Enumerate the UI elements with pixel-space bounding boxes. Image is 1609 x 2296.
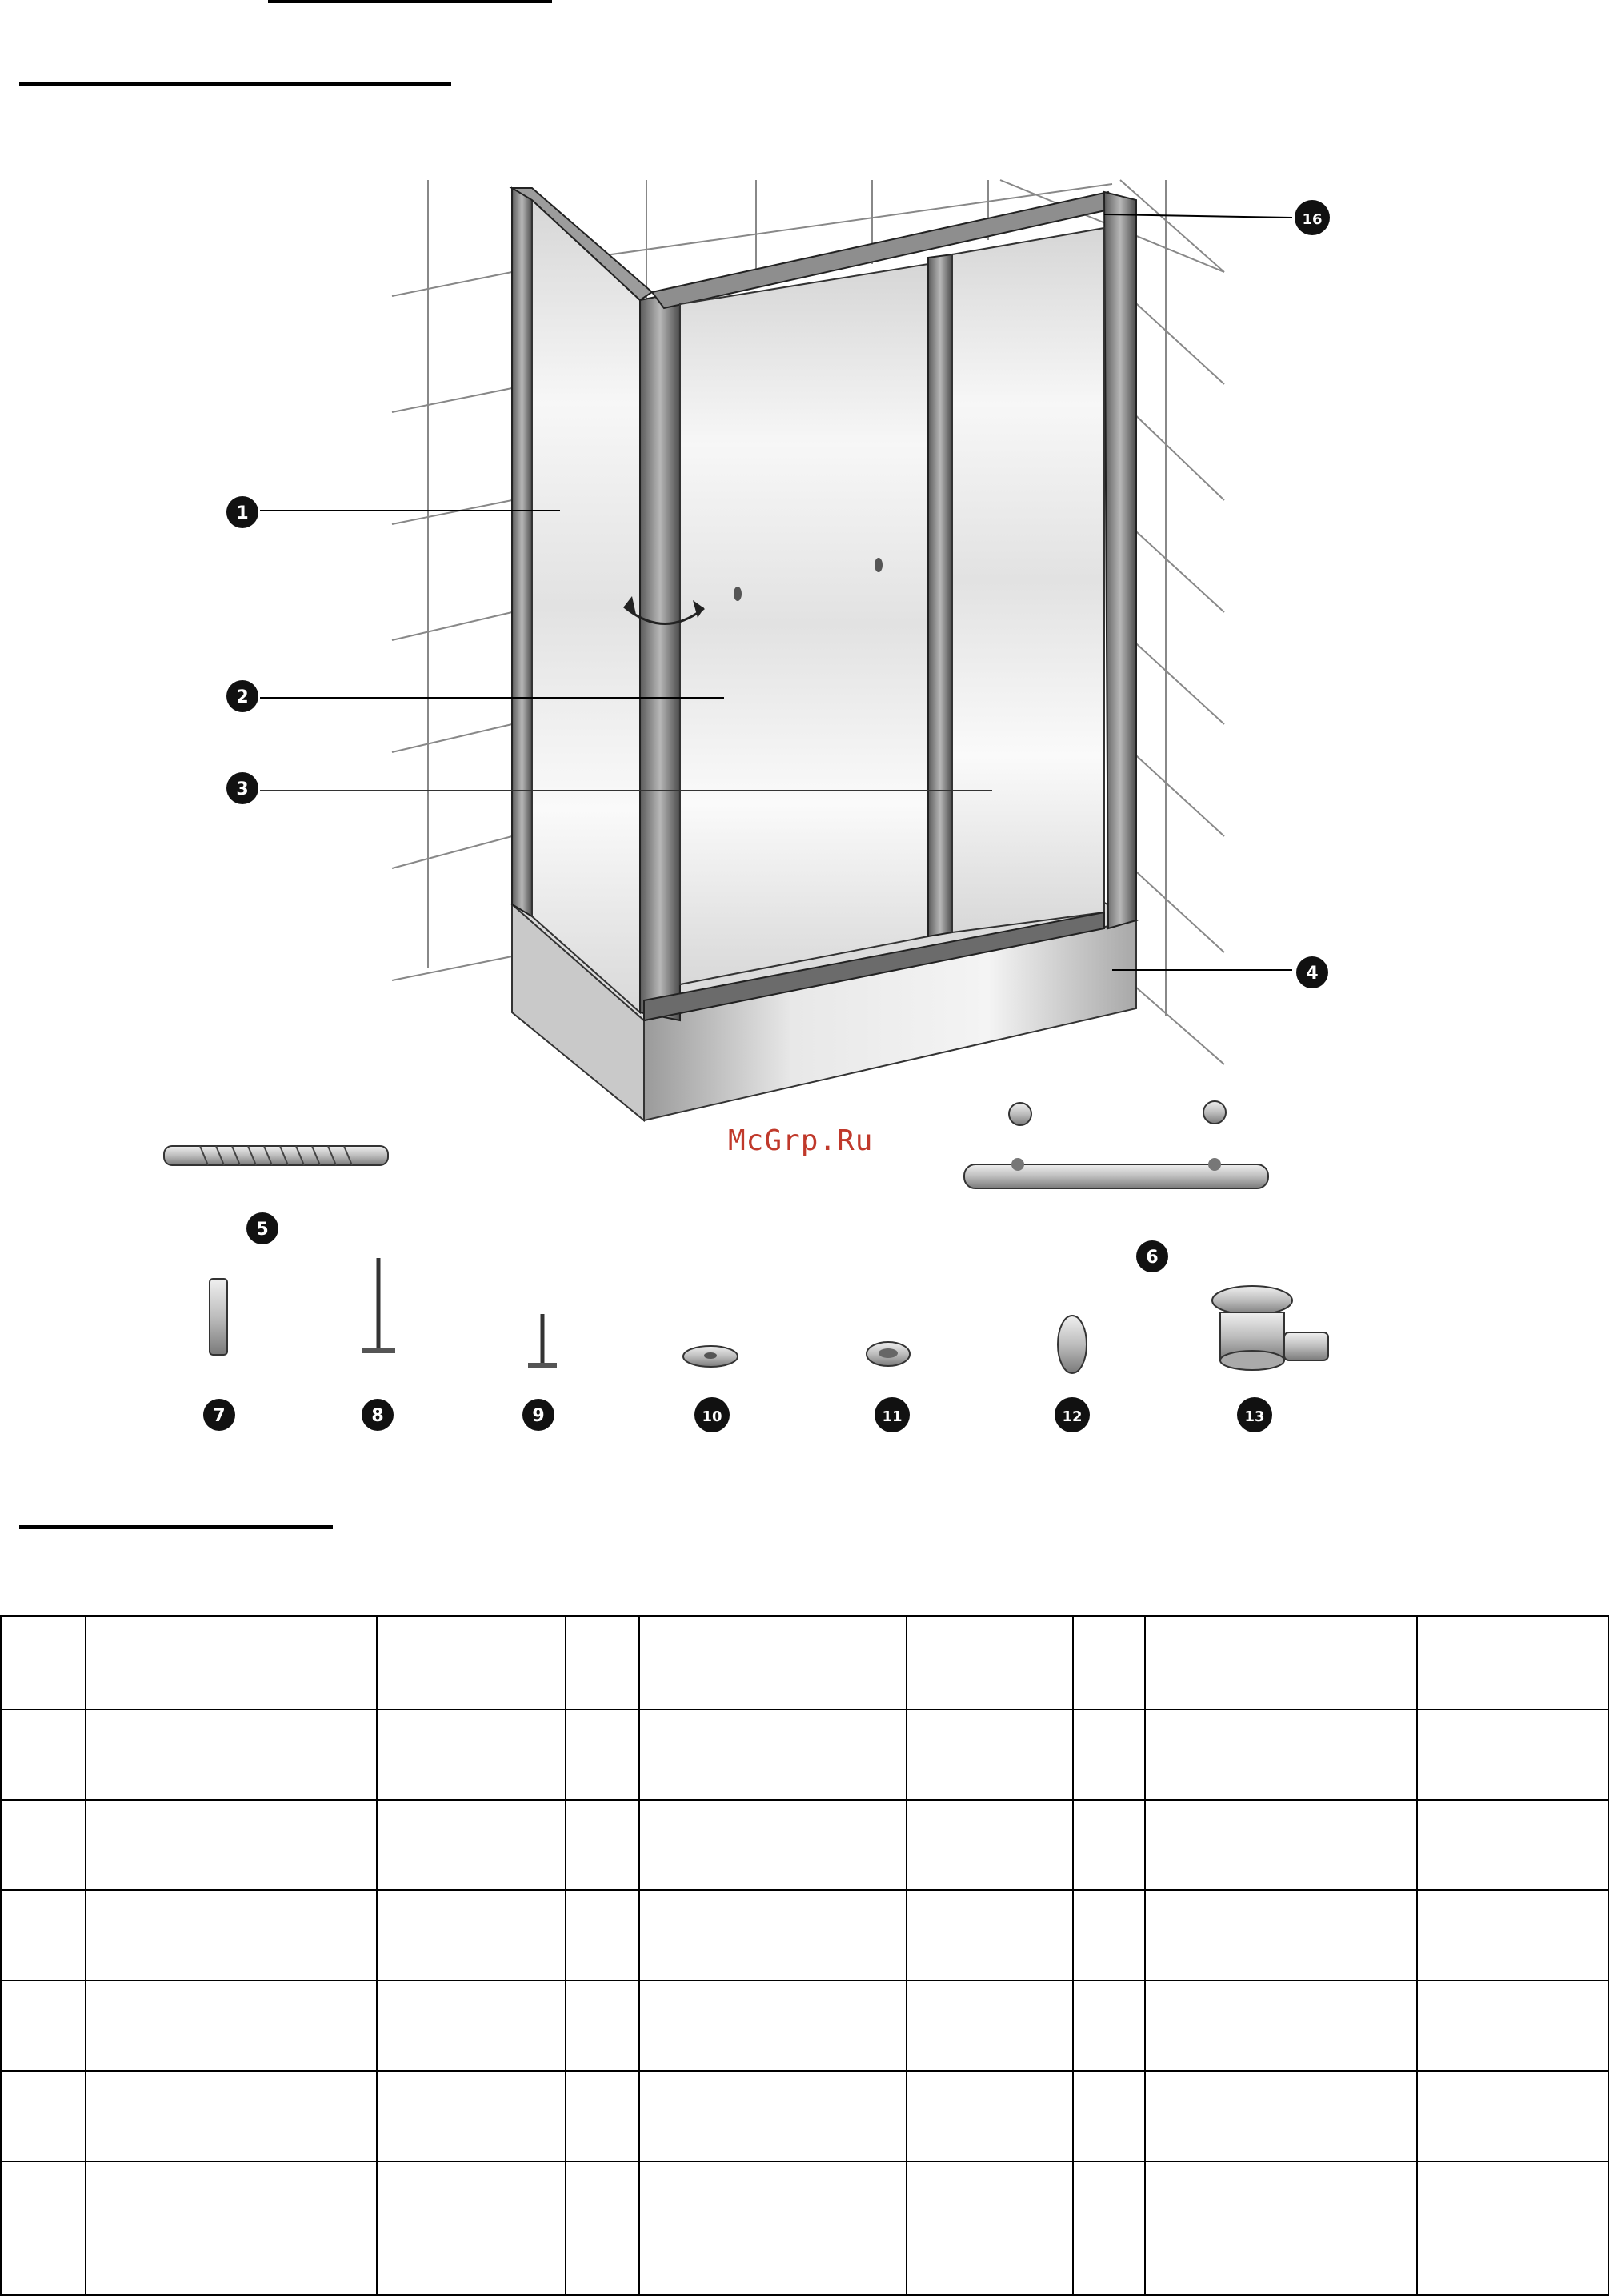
callout-8 [362,1399,394,1431]
table-cell [907,1890,1073,1981]
table-cell [1,2071,86,2162]
table-cell [1,1709,86,1800]
table-cell [1073,1616,1145,1709]
table-cell [1,1800,86,1890]
table-row [1,1981,1609,2071]
table-cell [1145,1800,1417,1890]
table-cell [377,1800,566,1890]
callout-label-10: 10 [702,1408,722,1425]
door-knob-left [734,587,742,601]
callout-4 [1296,956,1328,988]
table-cell [639,1800,907,1890]
table-cell [1073,2162,1145,2295]
table-cell [86,2071,377,2162]
table-cell [1417,2162,1609,2295]
table-row [1,1616,1609,1709]
table-cell [1073,1981,1145,2071]
callout-11 [875,1397,910,1432]
callout-7 [203,1399,235,1431]
table-cell [86,1709,377,1800]
table-cell [1145,1890,1417,1981]
table-cell [1417,2071,1609,2162]
callout-label-7: 7 [213,1406,226,1426]
callout-5 [246,1212,278,1244]
table-row [1,2162,1609,2295]
callout-label-8: 8 [371,1406,384,1426]
table-cell [1417,1890,1609,1981]
table-cell [1417,1709,1609,1800]
table-cell [907,1616,1073,1709]
table-cell [566,1890,639,1981]
table-cell [639,2162,907,2295]
table-cell [86,1890,377,1981]
callout-label-12: 12 [1062,1408,1083,1425]
table-cell [639,1890,907,1981]
table-cell [377,2162,566,2295]
table-cell [1073,1890,1145,1981]
callout-6 [1136,1240,1168,1272]
callout-13 [1237,1397,1272,1432]
cap-part [1058,1316,1087,1373]
watermark-text: McGrp.Ru [728,1124,874,1157]
callout-12 [1055,1397,1090,1432]
wall-plug-part [210,1279,227,1355]
table-cell [377,2071,566,2162]
table-cell [86,1981,377,2071]
table-cell [639,1981,907,2071]
table-cell [639,1616,907,1709]
fixed-panel-right [952,228,1104,932]
parts-table [0,1615,1609,2296]
table-cell [566,2071,639,2162]
table-cell [1,1616,86,1709]
table-cell [1417,1616,1609,1709]
table-cell [1,1981,86,2071]
table-cell [907,1709,1073,1800]
callout-label-3: 3 [236,779,249,799]
callout-9 [522,1399,554,1431]
table-cell [377,1616,566,1709]
flexible-hose-part [164,1146,388,1165]
table-cell [1145,1616,1417,1709]
table-cell [1073,2071,1145,2162]
table-cell [907,1800,1073,1890]
table-row [1,1709,1609,1800]
table-cell [86,1800,377,1890]
callout-label-4: 4 [1306,964,1319,984]
table-cell [566,1709,639,1800]
callout-1 [226,496,258,528]
table-cell [566,1981,639,2071]
table-cell [377,1981,566,2071]
callout-3 [226,772,258,804]
short-screw-part [528,1314,557,1368]
sliding-door-left [680,264,928,984]
table-cell [907,2071,1073,2162]
callout-label-2: 2 [236,687,249,707]
callout-label-13: 13 [1244,1408,1265,1425]
callout-label-11: 11 [882,1408,903,1425]
table-cell [1145,2162,1417,2295]
table-cell [907,1981,1073,2071]
table-cell [1145,2071,1417,2162]
table-cell [1145,1709,1417,1800]
table-cell [1417,1800,1609,1890]
table-row [1,2071,1609,2162]
drain-siphon-part [1212,1286,1328,1370]
callout-label-16: 16 [1302,211,1323,228]
callout-label-6: 6 [1146,1248,1159,1268]
table-cell [1417,1981,1609,2071]
table-cell [377,1709,566,1800]
table-cell [1073,1800,1145,1890]
table-cell [1,2162,86,2295]
gasket-part [867,1342,910,1366]
table-cell [566,2162,639,2295]
door-knob-right [875,558,883,572]
table-cell [1,1890,86,1981]
washer-part [683,1346,738,1367]
table-row [1,1890,1609,1981]
callout-10 [694,1397,730,1432]
section-heading-rule-2 [19,1525,333,1529]
table-row [1,1800,1609,1890]
center-mullion [928,254,952,936]
support-bar-part [964,1101,1268,1188]
table-cell [639,1709,907,1800]
callout-label-9: 9 [532,1406,545,1426]
callout-16 [1295,200,1330,235]
callout-label-5: 5 [256,1220,269,1240]
table-cell [907,2162,1073,2295]
long-screw-part [362,1258,395,1353]
callout-2 [226,680,258,712]
table-cell [639,2071,907,2162]
callout-label-1: 1 [236,503,249,523]
table-cell [566,1616,639,1709]
table-cell [377,1890,566,1981]
table-cell [86,2162,377,2295]
table-cell [1145,1981,1417,2071]
table-cell [1073,1709,1145,1800]
table-cell [566,1800,639,1890]
table-cell [86,1616,377,1709]
